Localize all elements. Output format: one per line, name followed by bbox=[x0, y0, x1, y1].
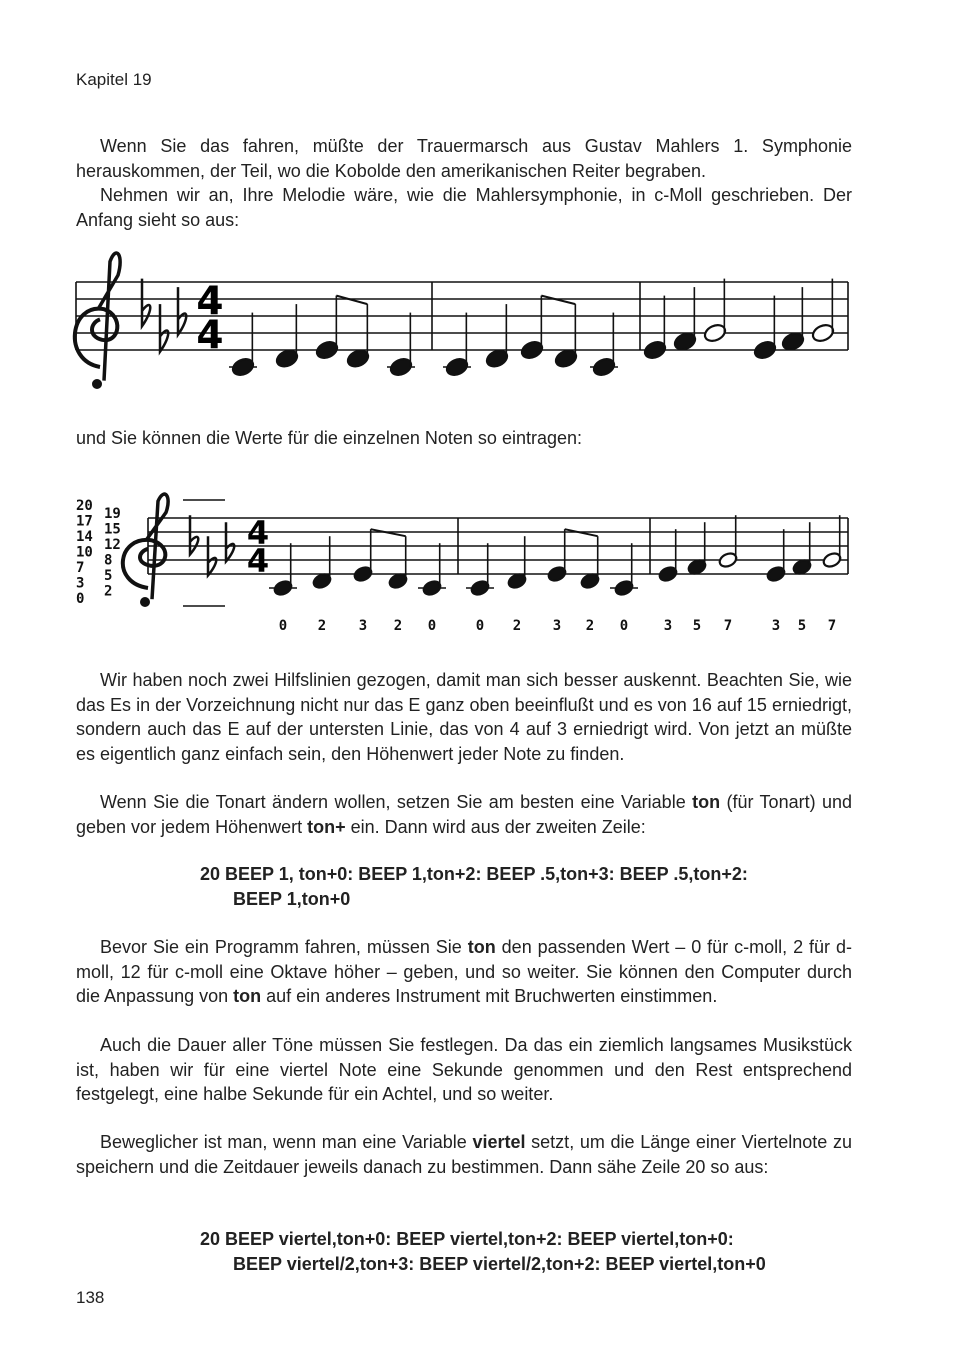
pitch-number-left: 14 bbox=[76, 529, 93, 545]
paragraph-5-text-a: Bevor Sie ein Programm fahren, müssen Sie bbox=[100, 937, 468, 957]
pitch-number-left: 0 bbox=[76, 591, 85, 607]
note-value: 2 bbox=[512, 618, 522, 634]
paragraph-3 bbox=[76, 668, 852, 766]
note-value: 7 bbox=[827, 618, 837, 634]
paragraph-5 bbox=[76, 935, 852, 1009]
pitch-number-left: 7 bbox=[76, 560, 85, 576]
pitch-number-left: 10 bbox=[76, 544, 93, 561]
time-signature-top: 4 bbox=[196, 279, 224, 324]
flat-icon bbox=[190, 515, 198, 554]
pitch-number-left: 17 bbox=[76, 513, 93, 530]
paragraph-1-sentence-1: Wenn Sie das fahren, müßte der Trauermarsch aus Gustav Mahlers 1. Symphonie herauskommen, der Teil, wo die Kobolde den amerikanischen Reiter begraben. bbox=[76, 136, 852, 181]
pitch-number-left: 3 bbox=[76, 575, 85, 592]
code-listing-2-line-2: BEEP viertel/2,ton+3: BEEP viertel/2,ton+2: BEEP viertel,ton+0 bbox=[233, 1253, 766, 1274]
note-value: 5 bbox=[692, 618, 702, 634]
page-number: 138 bbox=[76, 1288, 105, 1307]
code-listing-1-line-2: BEEP 1,ton+0 bbox=[233, 888, 351, 909]
paragraph-4 bbox=[76, 790, 852, 839]
paragraph-4-text-c: (für Tonart) und geben vor jedem Höhenwert bbox=[76, 792, 853, 837]
note-value: 3 bbox=[552, 618, 562, 634]
note-value: 3 bbox=[771, 618, 781, 634]
code-listing-1 bbox=[200, 862, 860, 911]
paragraph-4-text-e: ein. Dann wird aus der zweiten Zeile: bbox=[345, 816, 646, 837]
note-value: 2 bbox=[317, 618, 327, 634]
keyword-ton: ton bbox=[233, 986, 262, 1006]
note-value: 7 bbox=[723, 618, 733, 634]
pitch-number-right: 19 bbox=[104, 506, 121, 522]
paragraph-4-text-a: Wenn Sie die Tonart ändern wollen, setzen Sie am besten eine Variable bbox=[100, 792, 693, 812]
note-value: 0 bbox=[278, 618, 288, 634]
treble-clef-icon bbox=[123, 540, 166, 588]
paragraph-3-text: Wir haben noch zwei Hilfslinien gezogen, damit man sich besser auskennt. Beachten Sie, wie das Es in der Vorzeichnung nicht nur das E ganz oben beeinflußt und es von 16 auf 15 erniedrigt, sondern auch das E auf der untersten Linie, das von 4 auf 3 erniedrigt wird. Von jetzt an müßte es eigentlich ganz einfach sein, den Höhenwert jeder Note zu finden. bbox=[76, 670, 852, 764]
pitch-number-right: 12 bbox=[104, 537, 121, 553]
flat-icon bbox=[208, 536, 216, 575]
time-signature-bottom: 4 bbox=[246, 542, 270, 580]
time-signature-bottom: 4 bbox=[196, 313, 224, 358]
pitch-number-right: 5 bbox=[104, 568, 113, 584]
note-value: 3 bbox=[358, 618, 368, 634]
paragraph-6 bbox=[76, 1033, 852, 1107]
note-value: 2 bbox=[393, 618, 403, 634]
pitch-number-right: 2 bbox=[104, 583, 113, 600]
pitch-number-left: 20 bbox=[76, 498, 93, 514]
keyword-ton-plus: ton+ bbox=[307, 816, 346, 837]
code-listing-2 bbox=[200, 1227, 860, 1276]
paragraph-7-text-a: Beweglicher ist man, wenn man eine Variable bbox=[100, 1132, 473, 1152]
keyword-ton: ton bbox=[467, 937, 496, 957]
paragraph-5-text-c: den passenden Wert – 0 für c-moll, 2 für d-moll, 12 für c-moll eine Oktave höher – geben, und so weiter. Sie können den Computer durch die Anpassung von bbox=[76, 937, 852, 1006]
note-value: 0 bbox=[619, 618, 629, 634]
paragraph-7-text-c: setzt, um die Länge einer Viertelnote zu speichern und die Zeitdauer jeweils danach zu bestimmen. Dann sähe Zeile 20 so aus: bbox=[76, 1132, 852, 1177]
pitch-number-right: 8 bbox=[104, 552, 113, 569]
code-listing-2-line-1: 20 BEEP viertel,ton+0: BEEP viertel,ton+2: BEEP viertel,ton+0: bbox=[200, 1229, 734, 1249]
note-value: 0 bbox=[475, 618, 485, 634]
keyword-viertel: viertel bbox=[472, 1132, 526, 1152]
paragraph-1-sentence-2: Nehmen wir an, Ihre Melodie wäre, wie die Mahlersymphonie, in c-Moll geschrieben. Der Anfang sieht so aus: bbox=[76, 185, 852, 230]
paragraph-7 bbox=[76, 1130, 852, 1179]
code-listing-1-line-1: 20 BEEP 1, ton+0: BEEP 1,ton+2: BEEP .5,ton+3: BEEP .5,ton+2: bbox=[200, 864, 748, 884]
chapter-header: Kapitel 19 bbox=[76, 70, 152, 89]
flat-icon bbox=[226, 522, 234, 561]
note-value: 5 bbox=[797, 618, 807, 634]
note-value: 0 bbox=[427, 618, 437, 634]
keyword-ton: ton bbox=[692, 792, 721, 812]
pitch-number-right: 15 bbox=[104, 521, 121, 538]
note-value: 2 bbox=[585, 618, 595, 634]
note-value: 3 bbox=[663, 618, 673, 634]
paragraph-2: und Sie können die Werte für die einzelnen Noten so eintragen: bbox=[76, 428, 583, 448]
paragraph-5-text-e: auf ein anderes Instrument mit Bruchwerten einstimmen. bbox=[261, 986, 718, 1006]
time-signature-top: 4 bbox=[246, 514, 270, 552]
paragraph-6-text: Auch die Dauer aller Töne müssen Sie festlegen. Da das ein ziemlich langsames Musikstück ist, haben wir für eine viertel Note eine Sekunde genommen und den Rest entsprechend festgelegt, eine halbe Sekunde für ein Achtel, und so weiter. bbox=[76, 1035, 852, 1104]
treble-clef-dot bbox=[140, 597, 150, 607]
